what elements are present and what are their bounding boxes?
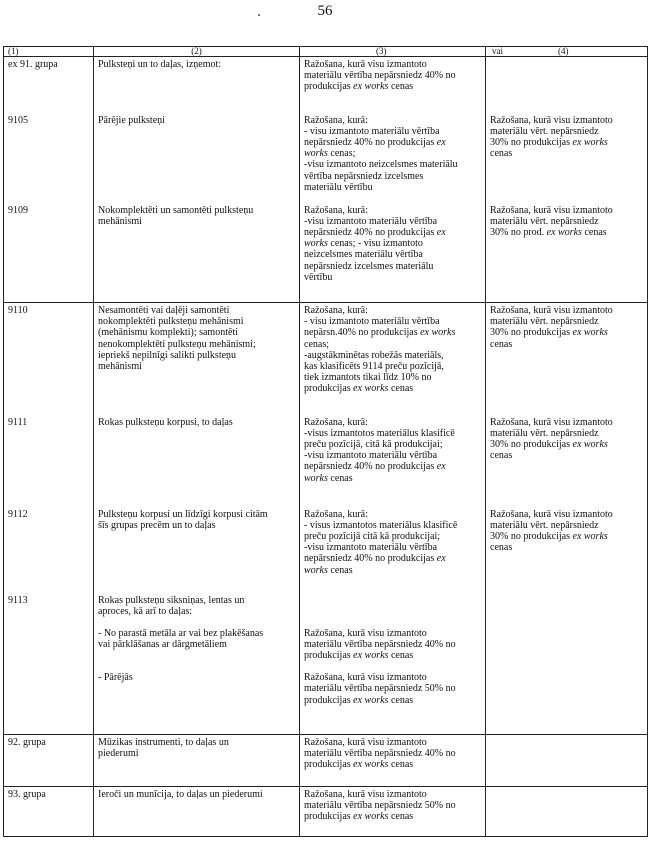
header-col3: (3) <box>376 46 387 56</box>
header-col4: (4) <box>558 46 569 56</box>
row-description: Rokas pulksteņu siksniņas, lentas un aproces, kā arī to daļas: - No parastā metāla ar vai bez plakēšanas vai pārklāšanas ar dārgmetāliem - Pārējās <box>94 593 300 735</box>
row-rule: Ražošana, kurā: - visu izmantoto materiālu vērtība nepārsn.40% no produkcijas ex works cenas; -augstākminētas robežās materiāls, kas klasificēts 9114 preču pozīcijā, tiek izmantots tikai līdz 10% no produkcijas ex works cenas <box>300 303 486 415</box>
table-row <box>4 787 648 837</box>
row-rule: Ražošana, kurā: - visu izmantoto materiālu vērtība nepārsniedz 40% no produkcijas ex works cenas; -visu izmantoto neizcelsmes materiālu vērtība nepārsniedz izcelsmes materiālu vērtību <box>300 113 486 203</box>
row-rule: Ražošana, kurā visu izmantoto materiālu vērtība nepārsniedz 40% no produkcijas ex works cenas <box>300 57 486 113</box>
row-alt-rule: Ražošana, kurā visu izmantoto materiālu vērt. nepārsniedz 30% no produkcijas ex works cenas <box>486 113 648 203</box>
row-description: Pārējie pulksteņi <box>94 113 300 203</box>
row-alt-rule <box>486 787 648 837</box>
table-row <box>4 303 648 415</box>
row-code: 92. grupa <box>4 735 94 787</box>
row-rule: Ražošana, kurā visu izmantoto materiālu vērtība nepārsniedz 40% no produkcijas ex works cenas Ražošana, kurā visu izmantoto materiālu vērtība nepārsniedz 50% no produkcijas ex works cenas <box>300 593 486 735</box>
row-code: 9105 <box>4 113 94 203</box>
row-description: Pulksteņu korpusi un līdzīgi korpusi citām šīs grupas precēm un to daļas <box>94 507 300 593</box>
page-number: 56 <box>317 3 333 19</box>
row-code: ex 91. grupa <box>4 57 94 113</box>
row-description: Nesamontēti vai daļēji samontēti nokomplektēti pulksteņu mehānismi (mehānismu komplekti); samontēti nenokomplektēti pulksteņu mehānismi; iepriekš nepilnīgi salikti pulksteņu mehānismi <box>94 303 300 415</box>
table-row <box>4 57 648 113</box>
header-col1: (1) <box>4 47 94 57</box>
header-vai: vai <box>492 46 503 56</box>
row-code: 9111 <box>4 415 94 507</box>
row-rule: Ražošana, kurā visu izmantoto materiālu vērtība nepārsniedz 40% no produkcijas ex works cenas <box>300 735 486 787</box>
row-description: Nokomplektēti un samontēti pulksteņu mehānismi <box>94 203 300 303</box>
table-row <box>4 203 648 303</box>
row-description: Pulksteņi un to daļas, izņemot: <box>94 57 300 113</box>
header-col4-cell <box>486 47 648 57</box>
row-alt-rule <box>486 735 648 787</box>
row-description: Ieroči un munīcija, to daļas un piederumi <box>94 787 300 837</box>
row-alt-rule: Ražošana, kurā visu izmantoto materiālu vērt. nepārsniedz 30% no produkcijas ex works cenas <box>486 303 648 415</box>
row-alt-rule: Ražošana, kurā visu izmantoto materiālu vērt. nepārsniedz 30% no produkcijas ex works cenas <box>486 415 648 507</box>
row-code: 9109 <box>4 203 94 303</box>
table-header-row <box>4 47 648 57</box>
row-rule: Ražošana, kurā visu izmantoto materiālu vērtība nepārsniedz 50% no produkcijas ex works cenas <box>300 787 486 837</box>
table-row <box>4 415 648 507</box>
table-row <box>4 593 648 735</box>
row-code: 93. grupa <box>4 787 94 837</box>
header-col3-cell <box>300 47 486 57</box>
row-description: Rokas pulksteņu korpusi, to daļas <box>94 415 300 507</box>
row-code: 9110 <box>4 303 94 415</box>
row-rule: Ražošana, kurā: -visus izmantotos materiālus klasificē preču pozīcijā, citā kā produkcijai; -visu izmantoto materiālu vērtība nepārsniedz 40% no produkcijas ex works cenas <box>300 415 486 507</box>
row-code: 9113 <box>4 593 94 735</box>
header-col2: (2) <box>94 47 300 57</box>
row-code: 9112 <box>4 507 94 593</box>
table-row <box>4 113 648 203</box>
scan-speck <box>258 14 260 16</box>
row-rule: Ražošana, kurā: - visus izmantotos materiālus klasificē preču pozīcijā citā kā produkcijai; -visu izmantoto materiālu vērtība nepārsniedz 40% no produkcijas ex works cenas <box>300 507 486 593</box>
row-alt-rule <box>486 57 648 113</box>
row-description: Mūzikas instrumenti, to daļas un piederumi <box>94 735 300 787</box>
rules-table <box>3 46 648 837</box>
row-rule: Ražošana, kurā: -visu izmantoto materiālu vērtība nepārsniedz 40% no produkcijas ex works cenas; - visu izmantoto neizcelsmes materiālu vērtība nepārsniedz izcelsmes materiālu vērtību <box>300 203 486 303</box>
row-alt-rule: Ražošana, kurā visu izmantoto materiālu vērt. nepārsniedz 30% no produkcijas ex works cenas <box>486 507 648 593</box>
table-row <box>4 507 648 593</box>
row-alt-rule <box>486 593 648 735</box>
row-alt-rule: Ražošana, kurā visu izmantoto materiālu vērt. nepārsniedz 30% no prod. ex works cenas <box>486 203 648 303</box>
table-row <box>4 735 648 787</box>
